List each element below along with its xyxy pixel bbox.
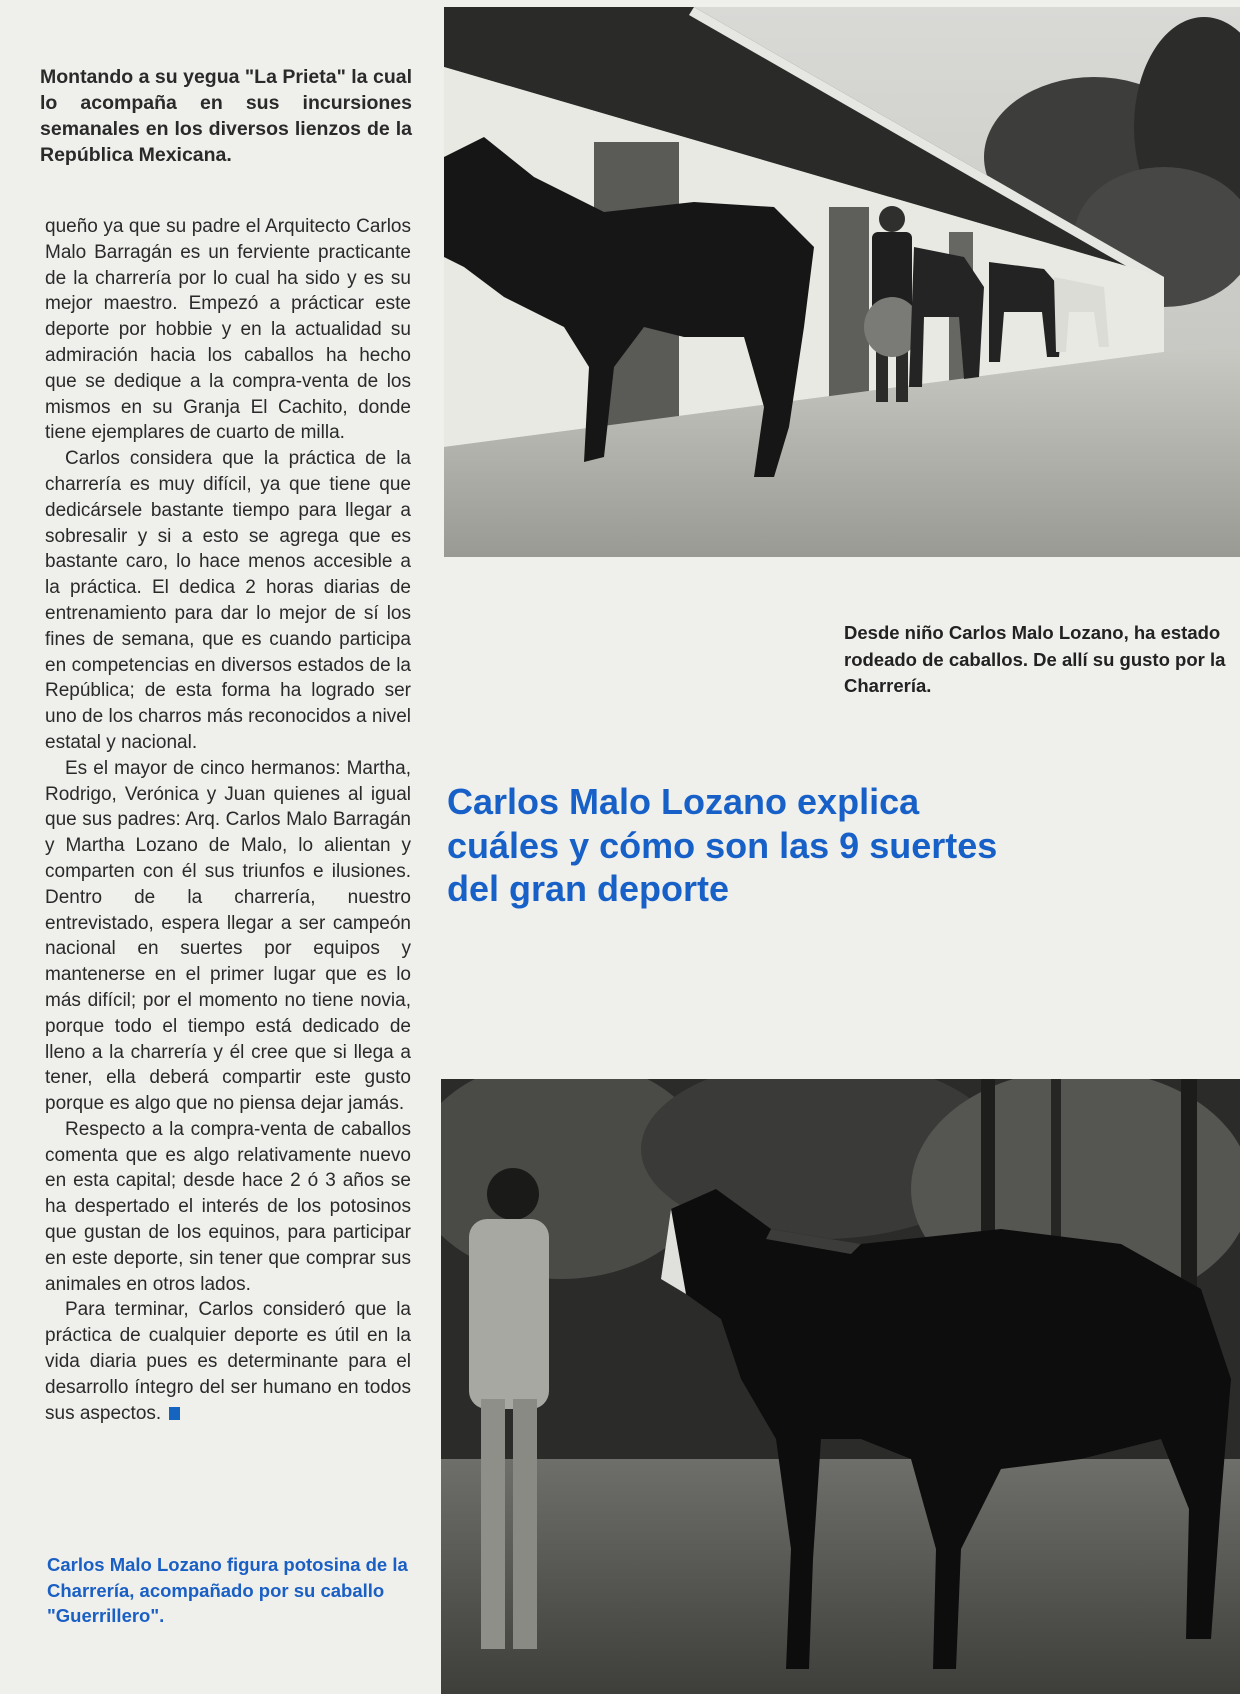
article-paragraph-2: Carlos considera que la práctica de la charrería es muy difícil, ya que tiene que dedicársele bastante tiempo para llegar a sobresalir y si a esto se agrega que es bastante caro, lo hace menos accesible a la práctica. El dedica 2 horas diarias de entrenamiento para dar lo mejor de sí los fines de semana, que es cuando participa en competencias en diversos estados de la República; de esta forma ha logrado ser uno de los charros más reconocidos a nivel estatal y nacional. <box>45 448 411 753</box>
article-paragraph-5-text: Para terminar, Carlos consideró que la práctica de cualquier deporte es útil en la vida diaria pues es determinante para el desarrollo íntegro del ser humano en todos sus aspectos. <box>45 1299 411 1424</box>
photo-caption-top-text: Montando a su yegua "La Prieta" la cual lo acompaña en sus incursiones semanales en los diversos lienzos de la República Mexicana. <box>40 66 412 166</box>
photo-caption-top <box>40 64 412 168</box>
article-headline: Carlos Malo Lozano explica cuáles y cómo son las 9 suertes del gran deporte <box>447 781 998 909</box>
photo-stables-image <box>444 7 1240 557</box>
photo-caption-stables: Desde niño Carlos Malo Lozano, ha estado rodeado de caballos. De allí su gusto por la Charrería. <box>844 622 1226 696</box>
article-paragraph-4: Respecto a la compra-venta de caballos comenta que es algo relativamente nuevo en esta capital; desde hace 2 ó 3 años se ha despertado el interés de los potosinos que gustan de los equinos, para participar en este deporte, sin tener que comprar sus animales en otros lados. <box>45 1118 411 1295</box>
photo-caption-bottom: Carlos Malo Lozano figura potosina de la Charrería, acompañado por su caballo "Guerrillero". <box>47 1554 408 1626</box>
photo-rider-with-horse <box>441 1079 1240 1694</box>
article-body <box>45 214 411 1426</box>
photo-stables <box>444 7 1240 557</box>
photo-rider-with-horse-image <box>441 1079 1240 1694</box>
end-of-article-mark <box>169 1407 180 1420</box>
article-paragraph-5 <box>45 1297 411 1426</box>
article-paragraph-1: queño ya que su padre el Arquitecto Carlos Malo Barragán es un ferviente practicante de la charrería por lo cual ha sido y es su mejor maestro. Empezó a prácticar este deporte por hobbie y en la actualidad su admiración hacia los caballos ha hecho que se dedique a la compra-venta de los mismos en su Granja El Cachito, donde tiene ejemplares de cuarto de milla. <box>45 216 411 444</box>
article-paragraph-3: Es el mayor de cinco hermanos: Martha, Rodrigo, Verónica y Juan quienes al igual que sus padres: Arq. Carlos Malo Barragán y Martha Lozano de Malo, lo alientan y comparten con él sus triunfos e ilusiones. Dentro de la charrería, nuestro entrevistado, espera llegar a ser campeón nacional en suertes por equipos y mantenerse en el primer lugar que es lo más difícil; por el momento no tiene novia, porque todo el tiempo está dedicado de lleno a la charrería y él cree que si llega a tener, ella deberá compartir este gusto porque es algo que no piensa dejar jamás. <box>45 757 411 1115</box>
